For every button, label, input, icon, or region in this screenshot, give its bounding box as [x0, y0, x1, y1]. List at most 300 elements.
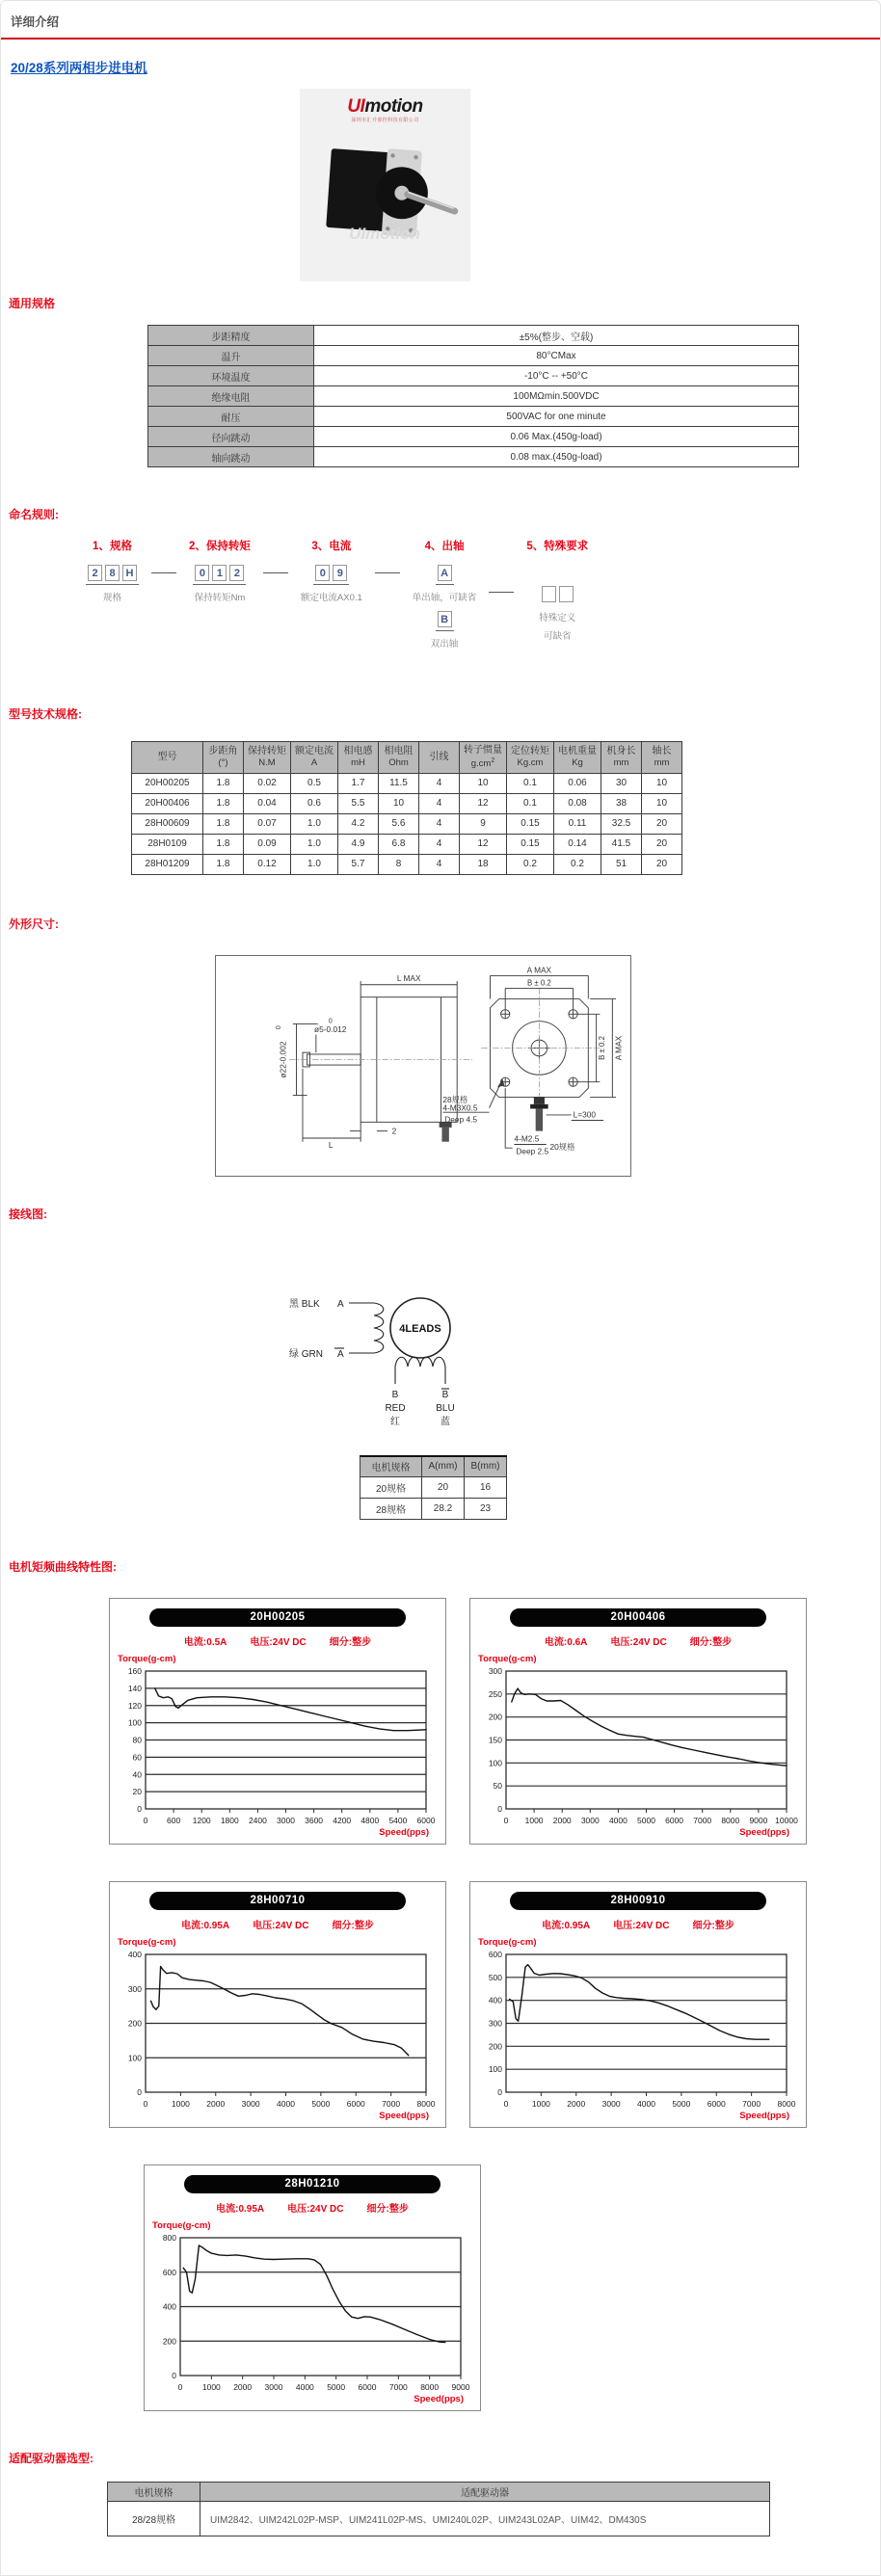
dim-label-amax: A MAX	[526, 965, 552, 975]
logo-company-text: 深圳市汇升睿控科技有限公司	[351, 118, 419, 123]
x-tick-label: 0	[503, 1816, 509, 1826]
y-tick-label: 300	[488, 1666, 502, 1677]
wire-label-blu-cn: 蓝	[440, 1416, 450, 1427]
chart-current: 电流:0.6A	[544, 1637, 588, 1649]
torque-speed-chart	[145, 2233, 472, 2404]
table-cell: 20	[642, 834, 682, 854]
chart-params	[110, 1917, 445, 1931]
table-cell: 4	[419, 854, 460, 874]
chart-box	[109, 1598, 446, 1845]
table-cell: 51	[601, 854, 642, 874]
x-tick-label: 1200	[192, 1816, 211, 1826]
table-row	[360, 1499, 507, 1520]
chart-x-axis-label: Speed(pps)	[379, 1827, 429, 1839]
motor-photo-illustration	[300, 123, 470, 274]
y-tick-label: 200	[488, 1712, 502, 1722]
chart-current: 电流:0.95A	[181, 1921, 230, 1932]
x-tick-label: 6000	[358, 2382, 377, 2393]
x-tick-label: 7000	[742, 2099, 761, 2110]
spec-value: 100MΩmin.500VDC	[314, 386, 799, 407]
x-tick-label: 1000	[171, 2099, 190, 2110]
table-row	[132, 834, 682, 854]
x-tick-label: 5000	[327, 2382, 346, 2393]
naming-dash	[375, 572, 400, 573]
table-header-row	[132, 742, 682, 774]
chart-y-axis-label: Torque(g-cm)	[152, 2220, 211, 2232]
table-cell: 6.8	[379, 834, 419, 854]
table-cell: 20	[422, 1477, 465, 1499]
dim-label-shaft-dia: ø5-0.012	[314, 1023, 347, 1034]
chart-x-axis-label: Speed(pps)	[739, 1827, 789, 1839]
dim-label-zero: 0	[328, 1018, 333, 1025]
chart-title: 28H01210	[184, 2175, 440, 2193]
naming-boxes	[436, 565, 454, 585]
table-row	[360, 1477, 507, 1499]
y-tick-label: 500	[488, 1972, 502, 1982]
table-cell: 1.7	[338, 773, 379, 793]
x-tick-label: 8000	[777, 2099, 796, 2110]
table-cell: 0.04	[244, 793, 291, 813]
x-tick-label: 0	[143, 1816, 148, 1826]
naming-num: 1、规格	[93, 541, 132, 552]
table-cell: 28H0109	[132, 834, 203, 854]
naming-group-special	[526, 538, 588, 642]
table-row	[132, 813, 682, 834]
naming-caption: 保持转矩Nm	[194, 593, 246, 603]
table-cell: 28H00609	[132, 813, 203, 834]
table-cell: 4.2	[338, 813, 379, 834]
chart-params	[145, 2200, 480, 2215]
table-cell: 0.08	[554, 793, 601, 813]
x-tick-label: 3000	[264, 2382, 283, 2393]
section-heading-drivers: 适配驱动器选型:	[9, 2452, 93, 2466]
x-tick-label: 4000	[637, 2099, 655, 2110]
wire-label-red: RED	[385, 1402, 406, 1414]
table-row	[148, 386, 799, 407]
x-tick-label: 7000	[693, 1816, 712, 1826]
driver-list-cell: UIM2842、UIM242L02P-MSP、UIM241L02P-MS、UMI240L02P、UIM243L02AP、UIM42、DM430S	[200, 2502, 770, 2536]
chart-subdivision: 细分:整步	[689, 1637, 733, 1649]
table-cell: 0.1	[507, 793, 554, 813]
spec-label: 轴向跳动	[148, 447, 314, 467]
naming-num: 5、特殊要求	[526, 541, 589, 552]
naming-box: 2	[88, 565, 102, 581]
column-header: 型号	[132, 742, 203, 774]
naming-box	[559, 586, 574, 602]
table-cell: 4.9	[338, 834, 379, 854]
table-row	[148, 366, 799, 386]
column-header: 相电感 mH	[338, 742, 379, 774]
chart-params	[110, 1633, 445, 1648]
dim-label-spec28: 28规格	[442, 1094, 468, 1104]
y-tick-label: 50	[493, 1781, 502, 1792]
naming-box: B	[438, 611, 452, 627]
x-tick-label: 5000	[672, 2099, 691, 2110]
y-tick-label: 150	[488, 1735, 502, 1745]
y-tick-label: 200	[127, 2018, 142, 2029]
spec-value: ±5%(整步、空载)	[314, 326, 799, 346]
chart-title: 28H00710	[149, 1892, 406, 1910]
naming-dash	[151, 572, 176, 573]
section-heading-wiring: 接线图:	[9, 1207, 47, 1221]
column-header: 定位转矩 Kg.cm	[507, 742, 554, 774]
spec-label: 环境温度	[148, 366, 314, 386]
table-cell: 20规格	[360, 1477, 422, 1499]
column-header: 适配驱动器	[200, 2483, 770, 2502]
torque-speed-chart	[470, 1950, 798, 2121]
y-tick-label: 100	[488, 2064, 502, 2075]
naming-caption: 额定电流AX0.1	[300, 593, 362, 603]
y-tick-label: 100	[127, 1717, 142, 1728]
dim-label-m3: 4-M3X0.5	[442, 1102, 478, 1112]
table-cell: 4	[419, 834, 460, 854]
chart-y-axis-label: Torque(g-cm)	[478, 1654, 537, 1665]
naming-boxes	[193, 565, 246, 585]
naming-group-shaft	[413, 538, 477, 650]
x-tick-label: 5400	[388, 1816, 408, 1826]
chart-current: 电流:0.95A	[216, 2204, 265, 2216]
spec-value: 80°CMax	[314, 346, 799, 366]
torque-speed-chart	[110, 1666, 438, 1838]
model-specs-table	[131, 741, 682, 875]
torque-curve	[155, 1688, 426, 1731]
table-cell: 12	[460, 793, 507, 813]
dim-label-zero: 0	[275, 1024, 282, 1029]
chart-title: 28H00910	[510, 1892, 766, 1910]
table-cell: 0.2	[554, 854, 601, 874]
torque-curve-charts	[109, 1598, 880, 2411]
wire-label-b: B	[391, 1389, 399, 1400]
chart-params	[470, 1633, 806, 1648]
wire-label-a: A	[337, 1298, 344, 1310]
table-cell: 20	[642, 813, 682, 834]
naming-diagram	[86, 538, 880, 650]
table-cell: 4	[419, 813, 460, 834]
column-header: 额定电流 A	[291, 742, 338, 774]
section-heading-model-specs: 型号技术规格:	[9, 707, 82, 721]
column-header: 电机规格	[360, 1456, 422, 1477]
torque-curve	[510, 1965, 769, 2040]
chart-x-axis-label: Speed(pps)	[414, 2394, 464, 2405]
dim-label-btol: B ± 0.2	[597, 1035, 606, 1060]
photo-watermark: UImotion	[349, 225, 420, 243]
section-heading-curves: 电机矩频曲线特性图:	[9, 1560, 117, 1575]
chart-box	[144, 2164, 481, 2411]
table-cell: 12	[460, 834, 507, 854]
naming-caption: 特殊定义	[539, 613, 576, 624]
table-cell: 28规格	[360, 1499, 422, 1520]
chart-voltage: 电压:24V DC	[250, 1637, 307, 1649]
spec-value: 500VAC for one minute	[314, 407, 799, 427]
driver-selection-table	[107, 2482, 770, 2536]
x-tick-label: 9000	[451, 2382, 470, 2393]
product-photo	[300, 89, 470, 281]
dim-label-lmax: L MAX	[396, 972, 421, 983]
x-tick-label: 5000	[637, 1816, 655, 1826]
y-tick-label: 600	[162, 2267, 176, 2277]
naming-box: 1	[212, 565, 227, 581]
naming-box: H	[122, 565, 137, 581]
table-cell: 0.09	[244, 834, 291, 854]
torque-speed-chart	[470, 1666, 798, 1838]
x-tick-label: 600	[167, 1816, 181, 1826]
section-heading-dimensions: 外形尺寸:	[9, 916, 59, 931]
dim-label-l300: L=300	[573, 1109, 596, 1120]
naming-num: 2、保持转矩	[189, 541, 251, 552]
naming-dash	[263, 572, 288, 573]
y-tick-label: 20	[132, 1787, 142, 1797]
dimension-drawing-box	[215, 955, 631, 1177]
chart-box	[109, 1881, 446, 2128]
x-tick-label: 6000	[707, 2099, 726, 2110]
table-cell: 10	[460, 773, 507, 793]
x-tick-label: 7000	[382, 2099, 401, 2110]
column-header: 引线	[419, 742, 460, 774]
ab-dimensions-table	[360, 1455, 507, 1521]
x-tick-label: 0	[143, 2099, 148, 2110]
x-tick-label: 2400	[248, 1816, 267, 1826]
chart-title: 20H00205	[149, 1608, 406, 1627]
chart-voltage: 电压:24V DC	[610, 1637, 667, 1649]
table-cell: 0.15	[507, 813, 554, 834]
naming-num: 4、出轴	[424, 541, 465, 552]
x-tick-label: 3600	[305, 1816, 324, 1826]
column-header: 轴长 mm	[642, 742, 682, 774]
x-tick-label: 6000	[346, 2099, 365, 2110]
spec-label: 绝缘电阻	[148, 386, 314, 407]
table-cell: 0.12	[244, 854, 291, 874]
chart-y-axis-label: Torque(g-cm)	[118, 1654, 176, 1665]
table-cell: 1.8	[203, 793, 244, 813]
naming-group-torque	[189, 538, 251, 603]
y-tick-label: 0	[137, 1804, 142, 1815]
table-cell: 0.6	[291, 793, 338, 813]
general-specs-table	[147, 325, 799, 467]
chart-box	[469, 1881, 807, 2128]
chart-params	[470, 1917, 806, 1931]
naming-group-current	[301, 538, 362, 603]
table-cell: 10	[379, 793, 419, 813]
naming-caption: 规格	[102, 593, 121, 603]
table-cell: 0.15	[507, 834, 554, 854]
y-tick-label: 0	[497, 2087, 502, 2098]
torque-curve	[512, 1688, 787, 1766]
table-row	[132, 773, 682, 793]
table-cell: 9	[460, 813, 507, 834]
motor-spec-cell: 28/28规格	[108, 2502, 200, 2536]
table-row	[132, 793, 682, 813]
column-header: 电机规格	[108, 2483, 200, 2502]
x-tick-label: 0	[177, 2382, 183, 2393]
wire-label-grn: 绿 GRN	[289, 1348, 323, 1360]
table-cell: 10	[642, 773, 682, 793]
logo-ui-text: UI	[347, 96, 365, 117]
x-tick-label: 2000	[206, 2099, 226, 2110]
naming-num: 3、电流	[311, 541, 352, 552]
wire-label-abar: A	[337, 1348, 344, 1360]
naming-caption: 可缺省	[544, 631, 572, 642]
y-tick-label: 100	[488, 1758, 502, 1768]
table-cell: 8	[379, 854, 419, 874]
y-tick-label: 60	[132, 1752, 142, 1763]
y-tick-label: 0	[497, 1804, 502, 1815]
table-cell: 0.2	[507, 854, 554, 874]
x-tick-label: 4000	[277, 2099, 295, 2110]
x-tick-label: 9000	[749, 1816, 768, 1826]
x-tick-label: 3000	[601, 2099, 621, 2110]
table-cell: 1.0	[291, 854, 338, 874]
y-tick-label: 200	[162, 2336, 176, 2347]
table-header-row	[360, 1456, 507, 1477]
table-cell: 30	[601, 773, 642, 793]
logo-motion-text: motion	[364, 96, 423, 117]
chart-voltage: 电压:24V DC	[253, 1921, 309, 1932]
y-tick-label: 400	[488, 1995, 502, 2005]
y-tick-label: 400	[127, 1950, 142, 1960]
chart-y-axis-label: Torque(g-cm)	[478, 1937, 537, 1949]
x-tick-label: 3000	[277, 1816, 295, 1826]
table-row	[148, 407, 799, 427]
section-heading-naming: 命名规则:	[9, 508, 59, 521]
spec-value: 0.08 max.(450g-load)	[314, 447, 799, 467]
naming-box: 0	[315, 565, 330, 581]
table-cell: 23	[465, 1499, 507, 1520]
y-tick-label: 300	[488, 2018, 502, 2029]
y-tick-label: 300	[127, 1983, 142, 1994]
table-cell: 0.5	[291, 773, 338, 793]
chart-box	[469, 1598, 807, 1845]
naming-boxes	[86, 565, 139, 585]
table-cell: 11.5	[379, 773, 419, 793]
x-tick-label: 8000	[420, 2382, 440, 2393]
table-cell: 1.8	[203, 773, 244, 793]
naming-box: 2	[229, 565, 244, 581]
table-cell: 20H00205	[132, 773, 203, 793]
chart-subdivision: 细分:整步	[366, 2204, 409, 2216]
naming-boxes	[313, 565, 349, 585]
spec-label: 温升	[148, 346, 314, 366]
x-tick-label: 1000	[201, 2382, 221, 2393]
x-tick-label: 4800	[360, 1816, 380, 1826]
x-tick-label: 6000	[665, 1816, 684, 1826]
table-cell: 5.6	[379, 813, 419, 834]
column-header: 机身长 mm	[601, 742, 642, 774]
spec-value: 0.06 Max.(450g-load)	[314, 427, 799, 447]
table-cell: 5.5	[338, 793, 379, 813]
table-header-row	[108, 2483, 770, 2502]
x-tick-label: 8000	[721, 1816, 740, 1826]
x-tick-label: 4000	[608, 1816, 627, 1826]
column-header: 保持转矩 N.M	[244, 742, 291, 774]
spec-value: -10°C -- +50°C	[314, 366, 799, 386]
y-tick-label: 0	[172, 2371, 176, 2381]
wire-label-blu: BLU	[436, 1402, 455, 1414]
page-title: 详细介绍	[11, 15, 60, 29]
spec-label: 径向跳动	[148, 427, 314, 447]
column-header: B(mm)	[465, 1456, 507, 1477]
product-series-link[interactable]: 20/28系列两相步进电机	[11, 61, 147, 75]
x-tick-label: 8000	[416, 2099, 436, 2110]
table-cell: 4	[419, 773, 460, 793]
table-row	[148, 427, 799, 447]
table-cell: 32.5	[601, 813, 642, 834]
y-tick-label: 140	[127, 1683, 142, 1693]
y-tick-label: 160	[127, 1666, 142, 1677]
dim-label-flange-dia: ø22-0.002	[278, 1041, 288, 1078]
table-row	[148, 326, 799, 346]
torque-curve	[183, 2245, 445, 2343]
table-row	[108, 2502, 770, 2536]
y-tick-label: 100	[127, 2053, 142, 2063]
dimension-drawing	[218, 962, 628, 1170]
wire-label-blk: 黑 BLK	[289, 1298, 320, 1310]
y-tick-label: 40	[132, 1769, 142, 1780]
table-cell: 28H01209	[132, 854, 203, 874]
y-tick-label: 800	[162, 2233, 176, 2244]
table-cell: 0.02	[244, 773, 291, 793]
naming-box	[542, 586, 556, 602]
x-tick-label: 3000	[580, 1816, 600, 1826]
y-tick-label: 80	[132, 1735, 142, 1745]
table-cell: 10	[642, 793, 682, 813]
x-tick-label: 1000	[531, 2099, 550, 2110]
spec-label: 步距精度	[148, 326, 314, 346]
y-tick-label: 0	[137, 2087, 142, 2098]
table-row	[148, 346, 799, 366]
dim-label-spec20: 20规格	[549, 1141, 575, 1152]
wire-label-4leads: 4LEADS	[399, 1322, 441, 1335]
x-tick-label: 2000	[552, 1816, 572, 1826]
wire-label-bbar: B	[441, 1389, 449, 1400]
dim-label-deep45: Deep 4.5	[444, 1113, 478, 1124]
dim-label-amax: A MAX	[613, 1035, 624, 1060]
x-tick-label: 4200	[333, 1816, 352, 1826]
naming-dash	[489, 592, 514, 593]
x-tick-label: 7000	[388, 2382, 408, 2393]
table-cell: 0.14	[554, 834, 601, 854]
naming-boxes	[436, 611, 454, 631]
chart-current: 电流:0.95A	[542, 1921, 591, 1932]
chart-voltage: 电压:24V DC	[613, 1921, 670, 1932]
dim-label-m25: 4-M2.5	[514, 1133, 540, 1144]
chart-subdivision: 细分:整步	[332, 1921, 374, 1932]
column-header: 电机重量 Kg	[554, 742, 601, 774]
chart-subdivision: 细分:整步	[329, 1637, 372, 1649]
dim-label-btol: B ± 0.2	[526, 978, 551, 988]
chart-voltage: 电压:24V DC	[287, 2204, 344, 2216]
x-tick-label: 6000	[416, 1816, 436, 1826]
x-tick-label: 4000	[295, 2382, 314, 2393]
chart-title: 20H00406	[510, 1608, 766, 1627]
y-tick-label: 600	[488, 1950, 502, 1960]
section-heading-general: 通用规格	[9, 297, 56, 310]
table-cell: 16	[465, 1477, 507, 1499]
table-cell: 41.5	[601, 834, 642, 854]
naming-caption: 单出轴，可缺省	[412, 593, 477, 603]
x-tick-label: 2000	[233, 2382, 253, 2393]
x-tick-label: 5000	[311, 2099, 331, 2110]
table-cell: 20H00406	[132, 793, 203, 813]
chart-x-axis-label: Speed(pps)	[739, 2111, 789, 2122]
table-cell: 1.8	[203, 834, 244, 854]
table-cell: 4	[419, 793, 460, 813]
table-cell: 0.07	[244, 813, 291, 834]
x-tick-label: 0	[503, 2099, 509, 2110]
chart-x-axis-label: Speed(pps)	[379, 2111, 429, 2122]
table-cell: 1.0	[291, 813, 338, 834]
brand-logo	[300, 96, 470, 118]
naming-box: A	[438, 565, 452, 581]
